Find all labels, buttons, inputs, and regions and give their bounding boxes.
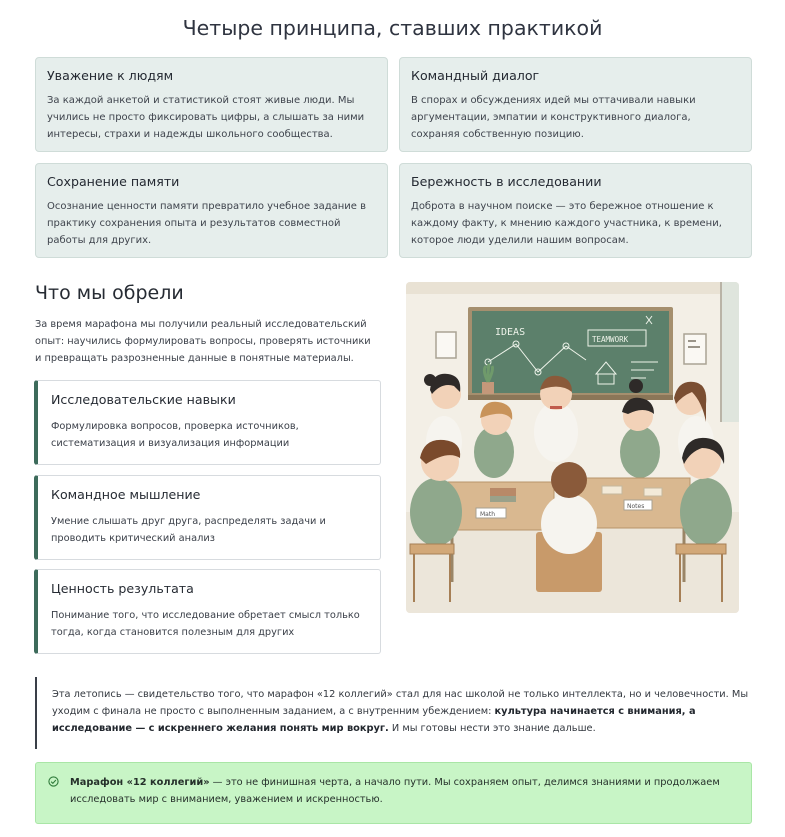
board-word-teamwork: TEAMWORK [592, 335, 629, 344]
quote-emphasis: культура начинается с внимания, а исследование — с искреннего желания понять мир вокруг. [52, 706, 696, 734]
quote-text-start: Эта летопись — свидетельство того, что марафон «12 коллегий» стал для нас школой не только интеллекта, но и человечности. Мы уходим с финала не просто с выполненным заданием, а с внутренним убеждением: [52, 689, 749, 717]
skill-text: Формулировка вопросов, проверка источников, систематизация и визуализация информации [51, 421, 299, 449]
skill-title: Исследовательские навыки [51, 392, 236, 407]
skill-title: Ценность результата [51, 581, 194, 596]
final-text: — это не финишная черта, а начало пути. Мы сохраняем опыт, делимся знаниями и продолжаем исследовать мир с вниманием, уважением и искренностью. [70, 777, 720, 805]
desk-label-math: Math [480, 511, 496, 518]
final-emphasis: Марафон «12 коллегий» [70, 777, 210, 788]
skill-text: Умение слышать друг друга, распределять задачи и проводить критический анализ [51, 516, 326, 544]
principle-text: Доброта в научном поиске — это бережное отношение к каждому факту, к мнению каждого участника, к времени, которое люди уделили нашим вопросам. [411, 201, 722, 246]
desk-label-notes: Notes [627, 503, 645, 510]
page-title: Четыре принципа, ставших практикой [182, 16, 603, 40]
principle-text: В спорах и обсуждениях идей мы оттачивали навыки аргументации, эмпатии и конструктивного диалога, сохраняя собственную позицию. [411, 95, 696, 140]
principle-title: Бережность в исследовании [411, 174, 602, 189]
section-intro: За время марафона мы получили реальный исследовательский опыт: научились формулировать вопросы, проверять источники и превращать разрозненные данные в понятные материалы. [35, 319, 371, 364]
classroom-illustration [406, 282, 739, 613]
quote-text-end: И мы готовы нести это знание дальше. [388, 723, 596, 734]
principle-card-memory [35, 163, 388, 258]
principle-title: Сохранение памяти [47, 174, 180, 189]
principle-title: Командный диалог [411, 68, 540, 83]
check-circle-icon [48, 776, 59, 787]
closing-quote [35, 677, 752, 749]
principle-card-dialog [399, 57, 752, 152]
skill-card-teamwork [34, 475, 381, 560]
principle-card-respect [35, 57, 388, 152]
board-word-ideas: IDEAS [495, 327, 526, 338]
skill-card-research [34, 380, 381, 465]
skill-text: Понимание того, что исследование обретает смысл только тогда, когда становится полезным для других [51, 610, 360, 638]
skill-title: Командное мышление [51, 487, 201, 502]
final-callout [35, 762, 752, 824]
section-title: Что мы обрели [35, 282, 184, 304]
skill-card-result [34, 569, 381, 654]
principle-text: Осознание ценности памяти превратило учебное задание в практику сохранения опыта и результатов совместной работы для других. [47, 201, 367, 246]
principle-text: За каждой анкетой и статистикой стоят живые люди. Мы учились не просто фиксировать цифры, а слышать за ними интересы, страхи и надежды школьного сообщества. [47, 95, 365, 140]
principle-title: Уважение к людям [47, 68, 174, 83]
principle-card-care [399, 163, 752, 258]
